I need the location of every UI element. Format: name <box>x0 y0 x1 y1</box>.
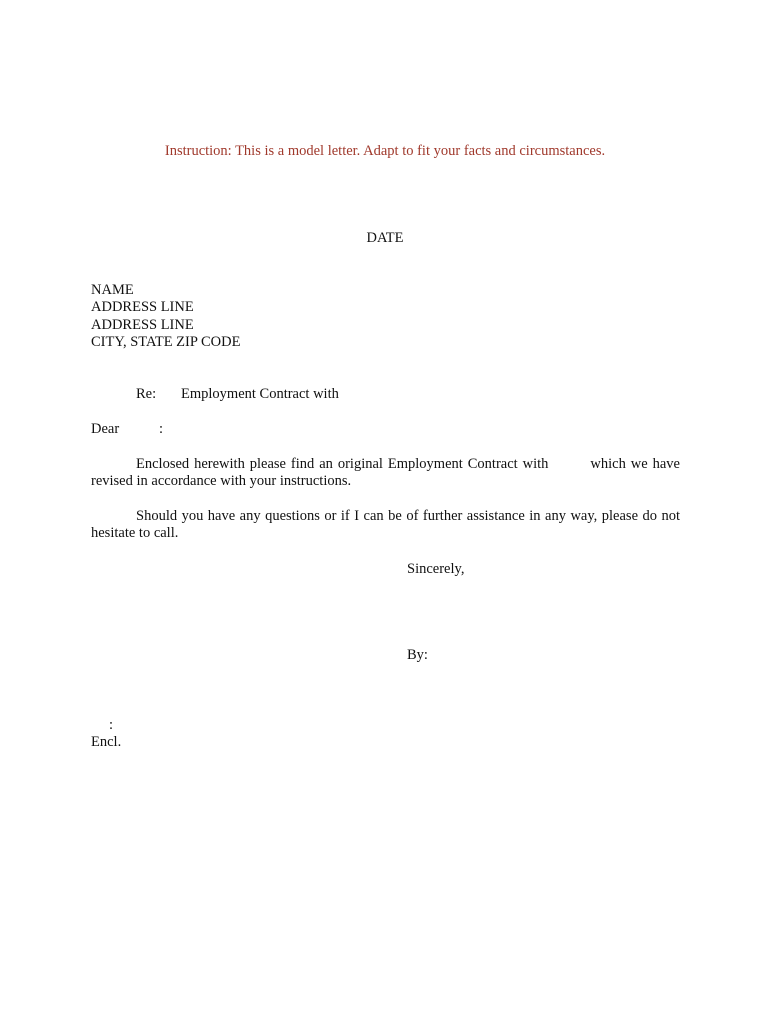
initials-colon: : <box>109 717 114 733</box>
salutation-dear: Dear <box>91 421 120 437</box>
re-subject: Employment Contract with <box>181 386 339 402</box>
address-line-1: ADDRESS LINE <box>91 299 194 315</box>
city-state-zip: CITY, STATE ZIP CODE <box>91 334 241 350</box>
closing: Sincerely, <box>407 561 465 577</box>
body-paragraph-1 <box>91 456 680 490</box>
signature-by-label: By: <box>407 647 428 663</box>
address-line-2: ADDRESS LINE <box>91 317 194 333</box>
date-placeholder: DATE <box>366 230 404 246</box>
body-paragraph-1-part-a: Enclosed herewith please find an original Employment Contract with <box>136 456 549 472</box>
re-label: Re: <box>136 386 157 402</box>
body-paragraph-2: Should you have any questions or if I can be of further assistance in any way, please do not hesitate to call. <box>91 508 680 541</box>
enclosure-notation: Encl. <box>91 734 122 750</box>
recipient-name: NAME <box>91 282 134 298</box>
salutation-colon: : <box>159 421 164 437</box>
instruction-note: Instruction: This is a model letter. Adapt to fit your facts and circumstances. <box>164 143 606 159</box>
body-paragraph-1-part-b: which we have revised in accordance with your instructions. <box>91 456 680 489</box>
